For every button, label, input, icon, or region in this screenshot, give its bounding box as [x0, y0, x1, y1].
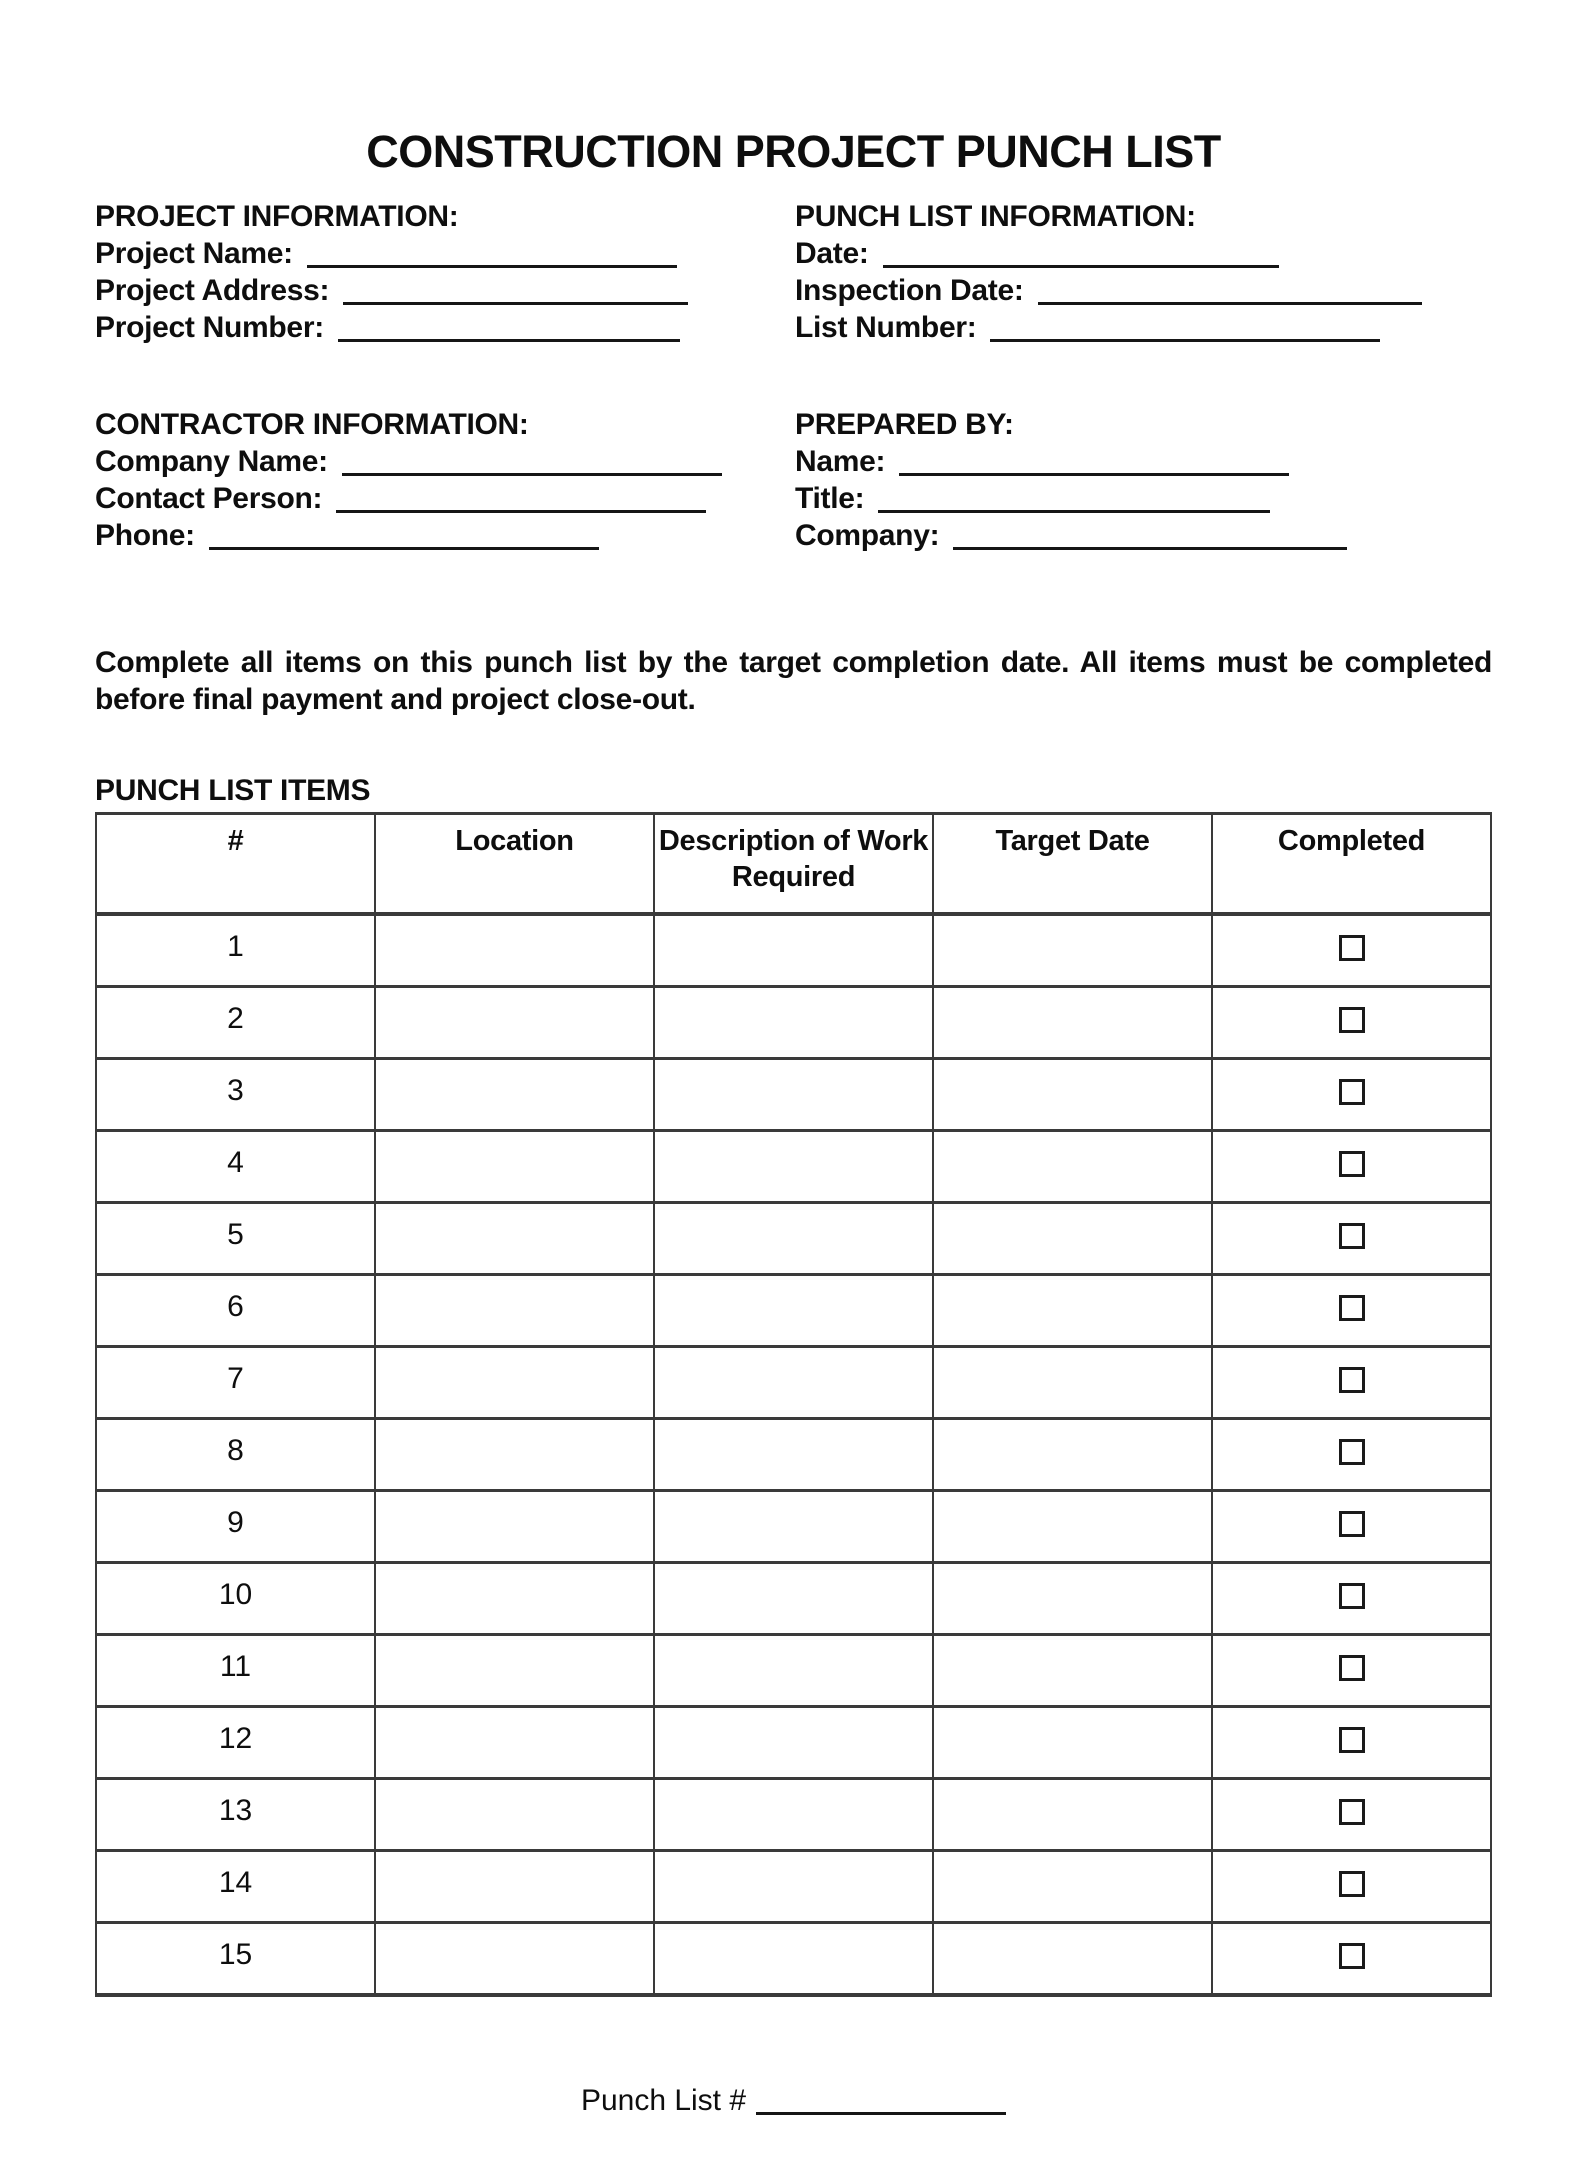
table-row [96, 1131, 1491, 1203]
completed-cell [1212, 1347, 1491, 1419]
completed-cell [1212, 1563, 1491, 1635]
prepared-title-label: Title: [795, 482, 865, 515]
project-name-field[interactable] [307, 261, 677, 268]
column-header-description: Description of Work Required [654, 814, 933, 915]
completed-cell [1212, 1491, 1491, 1563]
description-cell[interactable] [654, 1347, 933, 1419]
table-row [96, 1779, 1491, 1851]
row-number: 9 [96, 1491, 375, 1563]
column-header-completed: Completed [1212, 814, 1491, 915]
completed-checkbox[interactable] [1339, 1079, 1365, 1105]
section-contractor-information [95, 406, 795, 554]
completed-checkbox[interactable] [1339, 1943, 1365, 1969]
project-number-label: Project Number: [95, 311, 324, 344]
project-information-heading: PROJECT INFORMATION: [95, 200, 459, 233]
section-project-information [95, 198, 795, 346]
completed-checkbox[interactable] [1339, 1367, 1365, 1393]
completed-cell [1212, 1203, 1491, 1275]
table-row [96, 914, 1491, 987]
location-cell[interactable] [375, 914, 654, 987]
description-cell[interactable] [654, 1707, 933, 1779]
row-number: 4 [96, 1131, 375, 1203]
phone-label: Phone: [95, 519, 195, 552]
location-cell[interactable] [375, 1635, 654, 1707]
description-cell[interactable] [654, 1779, 933, 1851]
table-header-row [96, 814, 1491, 915]
section-prepared-by [795, 406, 1492, 554]
description-cell[interactable] [654, 987, 933, 1059]
completed-checkbox[interactable] [1339, 1871, 1365, 1897]
completed-checkbox[interactable] [1339, 1223, 1365, 1249]
row-number: 12 [96, 1707, 375, 1779]
table-row [96, 1491, 1491, 1563]
location-cell[interactable] [375, 1491, 654, 1563]
completed-cell [1212, 1851, 1491, 1923]
location-cell[interactable] [375, 1851, 654, 1923]
prepared-company-label: Company: [795, 519, 940, 552]
completed-cell [1212, 1707, 1491, 1779]
location-cell[interactable] [375, 1059, 654, 1131]
completed-checkbox[interactable] [1339, 1799, 1365, 1825]
project-name-label: Project Name: [95, 237, 293, 270]
row-number: 14 [96, 1851, 375, 1923]
date-row [795, 235, 1492, 272]
prepared-company-row [795, 517, 1492, 554]
row-number: 13 [96, 1779, 375, 1851]
description-cell[interactable] [654, 1419, 933, 1491]
page-title: CONSTRUCTION PROJECT PUNCH LIST [366, 126, 1221, 177]
target-date-cell[interactable] [933, 987, 1212, 1059]
table-row [96, 1419, 1491, 1491]
table-row [96, 1347, 1491, 1419]
target-date-cell[interactable] [933, 1203, 1212, 1275]
table-row [96, 1851, 1491, 1923]
prepared-by-heading: PREPARED BY: [795, 408, 1014, 441]
location-cell[interactable] [375, 1131, 654, 1203]
contact-person-field[interactable] [336, 506, 706, 513]
target-date-cell[interactable] [933, 1347, 1212, 1419]
completed-checkbox[interactable] [1339, 1007, 1365, 1033]
location-cell[interactable] [375, 1563, 654, 1635]
table-row [96, 1563, 1491, 1635]
description-cell[interactable] [654, 1131, 933, 1203]
company-name-field[interactable] [342, 469, 722, 476]
row-number: 8 [96, 1419, 375, 1491]
completed-checkbox[interactable] [1339, 1439, 1365, 1465]
completed-checkbox[interactable] [1339, 935, 1365, 961]
target-date-cell[interactable] [933, 914, 1212, 987]
description-cell[interactable] [654, 914, 933, 987]
target-date-cell[interactable] [933, 1923, 1212, 1996]
target-date-cell[interactable] [933, 1635, 1212, 1707]
target-date-cell[interactable] [933, 1131, 1212, 1203]
punch-list-table [95, 812, 1492, 1997]
completed-checkbox[interactable] [1339, 1727, 1365, 1753]
row-number: 3 [96, 1059, 375, 1131]
contact-person-row [95, 480, 795, 517]
target-date-cell[interactable] [933, 1707, 1212, 1779]
date-label: Date: [795, 237, 869, 270]
location-cell[interactable] [375, 1707, 654, 1779]
description-cell[interactable] [654, 1563, 933, 1635]
row-number: 5 [96, 1203, 375, 1275]
prepared-company-field[interactable] [953, 543, 1347, 550]
punch-list-number-label: Punch List # [580, 2084, 747, 2117]
company-name-row [95, 443, 795, 480]
row-number: 7 [96, 1347, 375, 1419]
table-row [96, 1275, 1491, 1347]
column-header-target-date: Target Date [933, 814, 1212, 915]
location-cell[interactable] [375, 1779, 654, 1851]
completed-cell [1212, 1635, 1491, 1707]
list-number-row [795, 309, 1492, 346]
project-number-row [95, 309, 795, 346]
row-number: 11 [96, 1635, 375, 1707]
footer [95, 2083, 1492, 2119]
completed-cell [1212, 1059, 1491, 1131]
completed-checkbox[interactable] [1339, 1511, 1365, 1537]
table-row [96, 1203, 1491, 1275]
table-row [96, 1707, 1491, 1779]
target-date-cell[interactable] [933, 1275, 1212, 1347]
project-address-row [95, 272, 795, 309]
location-cell[interactable] [375, 1419, 654, 1491]
description-cell[interactable] [654, 1851, 933, 1923]
location-cell[interactable] [375, 1347, 654, 1419]
table-row [96, 1059, 1491, 1131]
row-number: 6 [96, 1275, 375, 1347]
prepared-title-row [795, 480, 1492, 517]
prepared-name-row [795, 443, 1492, 480]
target-date-cell[interactable] [933, 1779, 1212, 1851]
completed-cell [1212, 1923, 1491, 1996]
completed-cell [1212, 1779, 1491, 1851]
punch-list-information-heading: PUNCH LIST INFORMATION: [795, 200, 1196, 233]
completed-checkbox[interactable] [1339, 1655, 1365, 1681]
row-number: 2 [96, 987, 375, 1059]
target-date-cell[interactable] [933, 1419, 1212, 1491]
completed-checkbox[interactable] [1339, 1583, 1365, 1609]
completed-checkbox[interactable] [1339, 1151, 1365, 1177]
target-date-cell[interactable] [933, 1563, 1212, 1635]
location-cell[interactable] [375, 1923, 654, 1996]
completed-cell [1212, 914, 1491, 987]
description-cell[interactable] [654, 1923, 933, 1996]
prepared-name-field[interactable] [899, 469, 1289, 476]
completed-cell [1212, 1275, 1491, 1347]
table-row [96, 1635, 1491, 1707]
completed-cell [1212, 1419, 1491, 1491]
column-header-number: # [96, 814, 375, 915]
section-punch-list-information [795, 198, 1492, 346]
info-grid-bottom [95, 406, 1492, 554]
completed-checkbox[interactable] [1339, 1295, 1365, 1321]
list-number-field[interactable] [990, 335, 1380, 342]
phone-row [95, 517, 795, 554]
row-number: 1 [96, 914, 375, 987]
row-number: 10 [96, 1563, 375, 1635]
description-cell[interactable] [654, 1491, 933, 1563]
description-cell[interactable] [654, 1059, 933, 1131]
project-address-label: Project Address: [95, 274, 330, 307]
description-cell[interactable] [654, 1635, 933, 1707]
list-number-label: List Number: [795, 311, 977, 344]
column-header-location: Location [375, 814, 654, 915]
inspection-date-row [795, 272, 1492, 309]
target-date-cell[interactable] [933, 1491, 1212, 1563]
page-document [0, 128, 1588, 2119]
info-grid-top [95, 198, 1492, 346]
phone-field[interactable] [209, 543, 599, 550]
location-cell[interactable] [375, 1203, 654, 1275]
table-row [96, 1923, 1491, 1996]
completed-cell [1212, 987, 1491, 1059]
description-cell[interactable] [654, 1203, 933, 1275]
description-cell[interactable] [654, 1275, 933, 1347]
instructions-text: Complete all items on this punch list by the target completion date. All items must be completed before final payment and project close-out. [95, 646, 1492, 716]
inspection-date-label: Inspection Date: [795, 274, 1024, 307]
location-cell[interactable] [375, 1275, 654, 1347]
contact-person-label: Contact Person: [95, 482, 323, 515]
prepared-name-label: Name: [795, 445, 886, 478]
table-row [96, 987, 1491, 1059]
punch-list-number-field[interactable] [756, 2108, 1006, 2115]
prepared-title-field[interactable] [878, 506, 1270, 513]
target-date-cell[interactable] [933, 1059, 1212, 1131]
contractor-information-heading: CONTRACTOR INFORMATION: [95, 408, 529, 441]
target-date-cell[interactable] [933, 1851, 1212, 1923]
project-number-field[interactable] [338, 335, 680, 342]
date-field[interactable] [883, 261, 1279, 268]
project-name-row [95, 235, 795, 272]
completed-cell [1212, 1131, 1491, 1203]
location-cell[interactable] [375, 987, 654, 1059]
company-name-label: Company Name: [95, 445, 328, 478]
punch-list-items-heading: PUNCH LIST ITEMS [95, 774, 371, 807]
project-address-field[interactable] [343, 298, 688, 305]
inspection-date-field[interactable] [1038, 298, 1422, 305]
row-number: 15 [96, 1923, 375, 1996]
